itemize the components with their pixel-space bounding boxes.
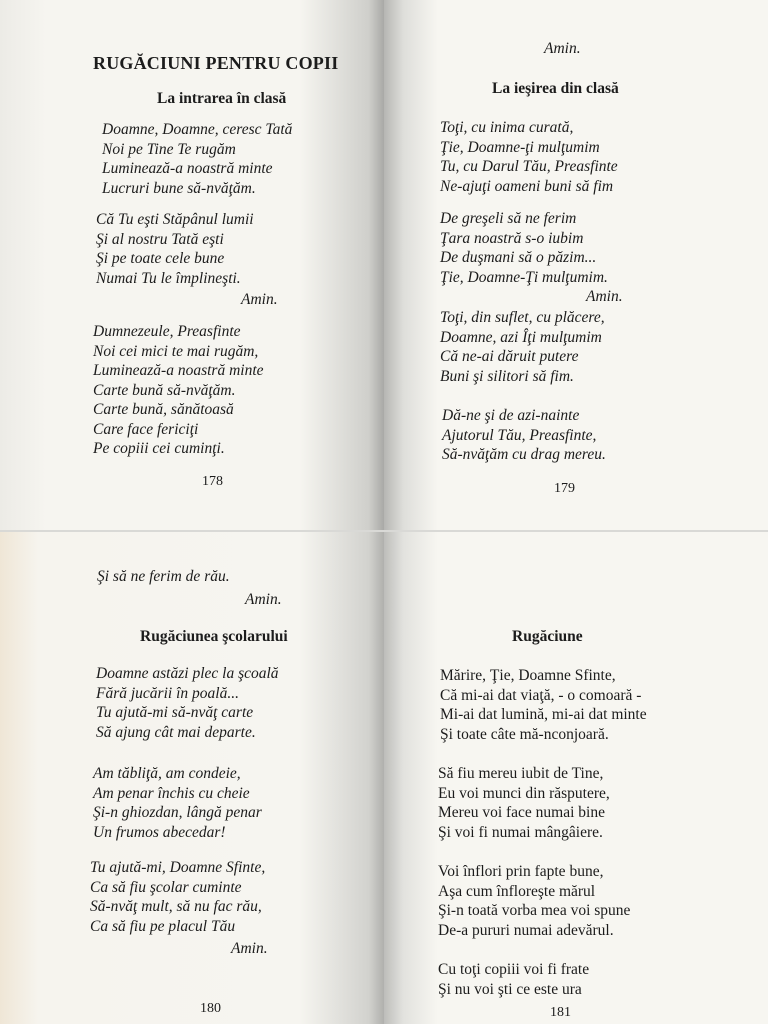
poem-line: Noi pe Tine Te rugăm <box>102 140 236 158</box>
poem-stanza <box>96 664 279 742</box>
poem-line: Şi voi fi numai mângâiere. <box>438 823 603 841</box>
poem-line: Să-nvăţ mult, să nu fac rău, <box>90 898 262 915</box>
poem-line: Eu voi munci din răsputere, <box>438 784 610 802</box>
poem-line: Că mi-ai dat viaţă, - o comoară - <box>440 686 642 704</box>
poem-line: Şi al nostru Tată eşti <box>96 230 224 248</box>
poem-title-pupil-prayer: Rugăciunea şcolarului <box>140 628 288 645</box>
poem-line: Care face fericiţi <box>93 420 199 438</box>
poem-line: Cu toţi copiii voi fi frate <box>438 961 590 978</box>
poem-stanza <box>438 862 630 940</box>
poem-line: Ca să fiu pe placul Tău <box>90 917 236 935</box>
poem-line: Luminează-a noastră minte <box>102 160 273 177</box>
poem-line: Ajutorul Tău, Preasfinte, <box>442 426 597 444</box>
poem-stanza <box>90 858 265 936</box>
poem-line: Carte bună să-nvăţăm. <box>93 381 236 399</box>
poem-line: Lucruri bune să-nvăţăm. <box>102 179 256 197</box>
poem-stanza <box>102 120 292 198</box>
poem-line: Aşa cum înfloreşte mărul <box>438 882 596 900</box>
poem-line: Doamne astăzi plec la şcoală <box>96 665 279 682</box>
poem-stanza <box>440 308 605 386</box>
poem-stanza <box>93 764 262 842</box>
poem-line: Tu ajută-mi să-nvăţ carte <box>96 704 254 721</box>
poem-line: Un frumos abecedar! <box>93 823 226 841</box>
poem-line: Noi cei mici te mai rugăm, <box>93 342 259 360</box>
poem-line: Tu, cu Darul Tău, Preasfinte <box>440 158 618 175</box>
poem-line: Ţie, Doamne-ţi mulţumim <box>440 138 600 156</box>
poem-line: Doamne, azi Îţi mulţumim <box>440 328 602 346</box>
poem-last-line: Şi să ne ferim de rău. <box>97 568 230 585</box>
poem-line: Carte bună, sănătoasă <box>93 401 234 418</box>
poem-line: Şi toate câte mă-nconjoară. <box>440 725 609 743</box>
poem-stanza <box>440 209 608 287</box>
poem-line: Ţara noastră s-o iubim <box>440 229 584 247</box>
poem-line: Toţi, cu inima curată, <box>440 119 574 136</box>
poem-line: Şi pe toate cele bune <box>96 250 225 267</box>
poem-line: Şi-n toată vorba mea voi spune <box>438 902 631 919</box>
poem-line: Ne-ajuţi oameni buni să fim <box>440 177 614 195</box>
page-179 <box>384 0 768 530</box>
poem-stanza <box>442 406 606 465</box>
poem-line: Să fiu mereu iubit de Tine, <box>438 765 604 782</box>
poem-line: Luminează-a noastră minte <box>93 362 264 379</box>
page-181 <box>384 532 768 1024</box>
poem-line: Mereu voi face numai bine <box>438 804 605 821</box>
page-number: 179 <box>554 481 575 496</box>
amen-line: Amin. <box>586 288 623 305</box>
poem-title-prayer: Rugăciune <box>512 628 583 645</box>
poem-line: Voi înflori prin fapte bune, <box>438 863 604 880</box>
poem-line: Fără jucării în poală... <box>96 684 239 702</box>
poem-line: Să ajung cât mai departe. <box>96 723 256 741</box>
poem-line: Mărire, Ţie, Doamne Sfinte, <box>440 667 616 684</box>
amen-line: Amin. <box>231 940 268 957</box>
poem-line: Am tăbliţă, am condeie, <box>93 765 241 782</box>
amen-line: Amin. <box>245 591 282 608</box>
poem-title-leaving-class: La ieşirea din clasă <box>492 80 619 97</box>
poem-stanza <box>93 322 264 459</box>
poem-stanza <box>440 118 618 196</box>
poem-line: Ca să fiu şcolar cuminte <box>90 878 242 896</box>
poem-line: Pe copiii cei cuminţi. <box>93 440 225 457</box>
poem-line: Ţie, Doamne-Ţi mulţumim. <box>440 268 608 286</box>
page-178 <box>0 0 384 530</box>
poem-line: Buni şi silitori să fim. <box>440 367 574 385</box>
poem-line: Să-nvăţăm cu drag mereu. <box>442 446 606 463</box>
poem-stanza <box>96 210 254 288</box>
page-number: 180 <box>200 1001 221 1016</box>
poem-title-entering-class: La intrarea în clasă <box>157 90 287 107</box>
poem-line: Şi nu voi şti ce este ura <box>438 980 582 998</box>
poem-line: Tu ajută-mi, Doamne Sfinte, <box>90 859 266 876</box>
page-number: 178 <box>202 474 223 489</box>
page-180 <box>0 532 384 1024</box>
poem-line: De greşeli să ne ferim <box>440 210 577 227</box>
amen-line: Amin. <box>544 40 581 57</box>
poem-line: Doamne, Doamne, ceresc Tată <box>102 121 293 138</box>
poem-line: Şi-n ghiozdan, lângă penar <box>93 804 262 821</box>
poem-line: Toţi, din suflet, cu plăcere, <box>440 309 605 326</box>
amen-line: Amin. <box>241 291 278 308</box>
poem-line: De-a pururi numai adevărul. <box>438 921 614 939</box>
book-section-title: RUGĂCIUNI PENTRU COPII <box>93 53 339 73</box>
poem-line: Mi-ai dat lumină, mi-ai dat minte <box>440 706 647 723</box>
poem-line: De duşmani să o păzim... <box>440 249 597 266</box>
poem-stanza <box>438 960 589 999</box>
poem-line: Numai Tu le împlineşti. <box>96 269 241 287</box>
poem-line: Dă-ne şi de azi-nainte <box>442 407 580 424</box>
poem-line: Că ne-ai dăruit putere <box>440 348 579 365</box>
poem-line: Că Tu eşti Stăpânul lumii <box>96 211 254 228</box>
poem-stanza <box>438 764 610 842</box>
poem-line: Am penar închis cu cheie <box>93 784 250 802</box>
poem-line: Dumnezeule, Preasfinte <box>93 323 241 340</box>
page-number: 181 <box>550 1005 571 1020</box>
poem-stanza <box>440 666 647 744</box>
